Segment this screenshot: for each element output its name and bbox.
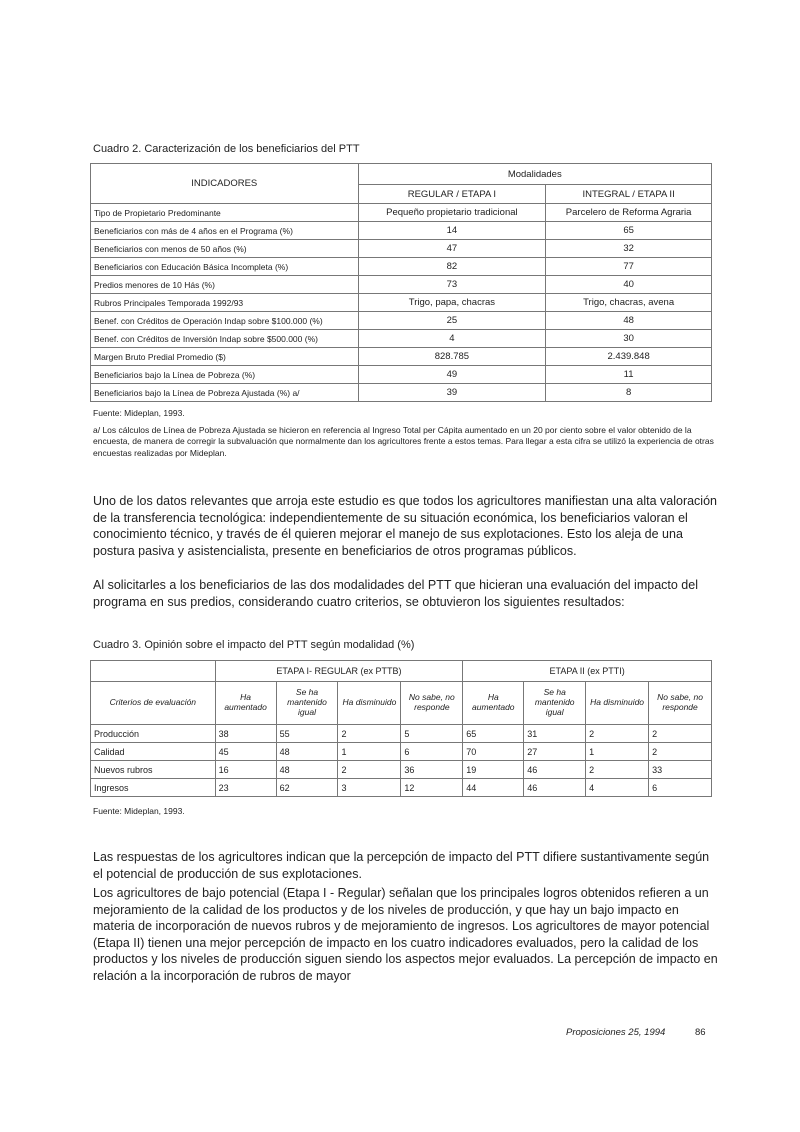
cell: 62 [276,779,338,797]
cell-integral: 30 [546,330,712,348]
subheader-mantenido: Se ha mantenido igual [276,682,338,725]
row-label: Rubros Principales Temporada 1992/93 [91,294,359,312]
cell-regular: 39 [358,384,546,402]
table3-subheader-row [91,682,712,725]
table-row [91,330,712,348]
cell: 48 [276,761,338,779]
cell: 19 [463,761,524,779]
table2-source: Fuente: Mideplan, 1993. [93,408,185,418]
subheader-aumentado: Ha aumentado [215,682,276,725]
cell: 2 [649,725,712,743]
cell-regular: Pequeño propietario tradicional [358,204,546,222]
row-label: Nuevos rubros [91,761,216,779]
cell-regular: 73 [358,276,546,294]
row-label: Benef. con Créditos de Inversión Indap sobre $500.000 (%) [91,330,359,348]
row-label: Margen Bruto Predial Promedio ($) [91,348,359,366]
table-row [91,761,712,779]
cell-integral: 77 [546,258,712,276]
cell-integral: 2.439.848 [546,348,712,366]
table-row [91,312,712,330]
paragraph: Uno de los datos relevantes que arroja este estudio es que todos los agricultores manifiestan una alta valoración de la transferencia tecnológica: independientemente de su situación económica, los beneficiarios valoran el conocimiento técnico, y través de él quieren mejorar el manejo de sus explotaciones. Esto los aleja de una postura pasiva y asistencialista, presente en beneficiarios de otros programas públicos. [93,494,717,558]
cell-regular: Trigo, papa, chacras [358,294,546,312]
row-label: Beneficiarios con Educación Básica Incompleta (%) [91,258,359,276]
row-label: Beneficiarios con más de 4 años en el Programa (%) [91,222,359,240]
table2-header-row [91,164,712,185]
table2-caption: Cuadro 2. Caracterización de los beneficiarios del PTT [93,143,360,155]
criterios-header: Criterios de evaluación [91,682,216,725]
cell: 2 [586,761,649,779]
row-label: Calidad [91,743,216,761]
cell-integral: 11 [546,366,712,384]
subheader-no-sabe: No sabe, no responde [401,682,463,725]
cell: 48 [276,743,338,761]
cell: 6 [649,779,712,797]
cell: 6 [401,743,463,761]
cell: 23 [215,779,276,797]
table2 [90,163,712,402]
subheader-disminuido: Ha disminuido [586,682,649,725]
cell: 1 [586,743,649,761]
table-row [91,366,712,384]
table-row [91,348,712,366]
row-label: Ingresos [91,779,216,797]
journal-reference: Proposiciones 25, 1994 [566,1027,666,1038]
page-number: 86 [695,1027,706,1038]
cell: 70 [463,743,524,761]
cell: 46 [524,761,586,779]
cell-integral: 32 [546,240,712,258]
cell: 46 [524,779,586,797]
cell: 31 [524,725,586,743]
cell-regular: 49 [358,366,546,384]
modalidades-header: Modalidades [358,164,711,185]
cell: 2 [586,725,649,743]
cell: 44 [463,779,524,797]
table-row [91,725,712,743]
col-integral-header: INTEGRAL / ETAPA II [546,185,712,204]
cell: 2 [338,761,401,779]
table-row [91,384,712,402]
cell-regular: 82 [358,258,546,276]
row-label: Predios menores de 10 Hás (%) [91,276,359,294]
subheader-disminuido: Ha disminuido [338,682,401,725]
cell-regular: 47 [358,240,546,258]
cell: 65 [463,725,524,743]
subheader-aumentado: Ha aumentado [463,682,524,725]
paragraph: Al solicitarles a los beneficiarios de las dos modalidades del PTT que hicieran una evaluación del impacto del programa en sus predios, considerando cuatro criterios, se obtuvieron los siguientes resultados: [93,578,698,609]
table3-caption: Cuadro 3. Opinión sobre el impacto del PTT según modalidad (%) [93,639,415,651]
cell-regular: 25 [358,312,546,330]
row-label: Beneficiarios con menos de 50 años (%) [91,240,359,258]
table2-note: a/ Los cálculos de Línea de Pobreza Ajustada se hicieron en referencia al Ingreso Total per Cápita aumentado en un 20 por ciento sobre el valor obtenido de la encuesta, de manera de corregir la subvaluación que normalmente dan los agricultores frente a estos temas. Para llegar a esta cifra se utilizó la experiencia de otras encuestas realizadas por Mideplan. [93,425,714,458]
subheader-mantenido: Se ha mantenido igual [524,682,586,725]
group-etapa2-header: ETAPA II (ex PTTI) [463,661,712,682]
paragraph: Las respuestas de los agricultores indican que la percepción de impacto del PTT difiere sustantivamente según el potencial de producción de sus explotaciones. [93,850,710,881]
cell-integral: 65 [546,222,712,240]
row-label: Producción [91,725,216,743]
cell-integral: 40 [546,276,712,294]
indicadores-header: INDICADORES [91,164,359,204]
table-row [91,222,712,240]
table3-group-header-row [91,661,712,682]
cell: 12 [401,779,463,797]
cell: 1 [338,743,401,761]
cell-regular: 14 [358,222,546,240]
cell: 55 [276,725,338,743]
cell: 27 [524,743,586,761]
paragraph: Los agricultores de bajo potencial (Etapa I - Regular) señalan que los principales logros obtenidos refieren a un mejoramiento de la calidad de los productos y de los niveles de producción, y que hay un bajo impacto en materia de incorporación de nuevos rubros y de mejoramiento de ingresos. Los agricultores de mayor potencial (Etapa II) tienen una mejor percepción de impacto en los cuatro indicadores evaluados, pero la calidad de los productos y los niveles de producción siguen siendo los aspectos mejor evaluados. La percepción de impacto en relación a la incorporación de rubros de mayor [93,886,718,983]
row-label: Beneficiarios bajo la Línea de Pobreza Ajustada (%) a/ [91,384,359,402]
table-row [91,240,712,258]
cell: 33 [649,761,712,779]
subheader-no-sabe: No sabe, no responde [649,682,712,725]
table-row [91,204,712,222]
cell: 38 [215,725,276,743]
cell-integral: Trigo, chacras, avena [546,294,712,312]
row-label: Tipo de Propietario Predominante [91,204,359,222]
cell: 2 [649,743,712,761]
cell-integral: 8 [546,384,712,402]
table3-source: Fuente: Mideplan, 1993. [93,806,185,816]
table-row [91,743,712,761]
table-row [91,779,712,797]
cell-integral: Parcelero de Reforma Agraria [546,204,712,222]
table-row [91,258,712,276]
table-row [91,276,712,294]
cell: 3 [338,779,401,797]
cell: 36 [401,761,463,779]
group-etapa1-header: ETAPA I- REGULAR (ex PTTB) [215,661,463,682]
cell: 5 [401,725,463,743]
table-row [91,294,712,312]
cell-regular: 4 [358,330,546,348]
row-label: Benef. con Créditos de Operación Indap sobre $100.000 (%) [91,312,359,330]
cell-regular: 828.785 [358,348,546,366]
table3 [90,660,712,797]
cell: 16 [215,761,276,779]
cell: 4 [586,779,649,797]
row-label: Beneficiarios bajo la Línea de Pobreza (%) [91,366,359,384]
cell: 45 [215,743,276,761]
col-regular-header: REGULAR / ETAPA I [358,185,546,204]
cell-integral: 48 [546,312,712,330]
cell: 2 [338,725,401,743]
empty-header-cell [91,661,216,682]
